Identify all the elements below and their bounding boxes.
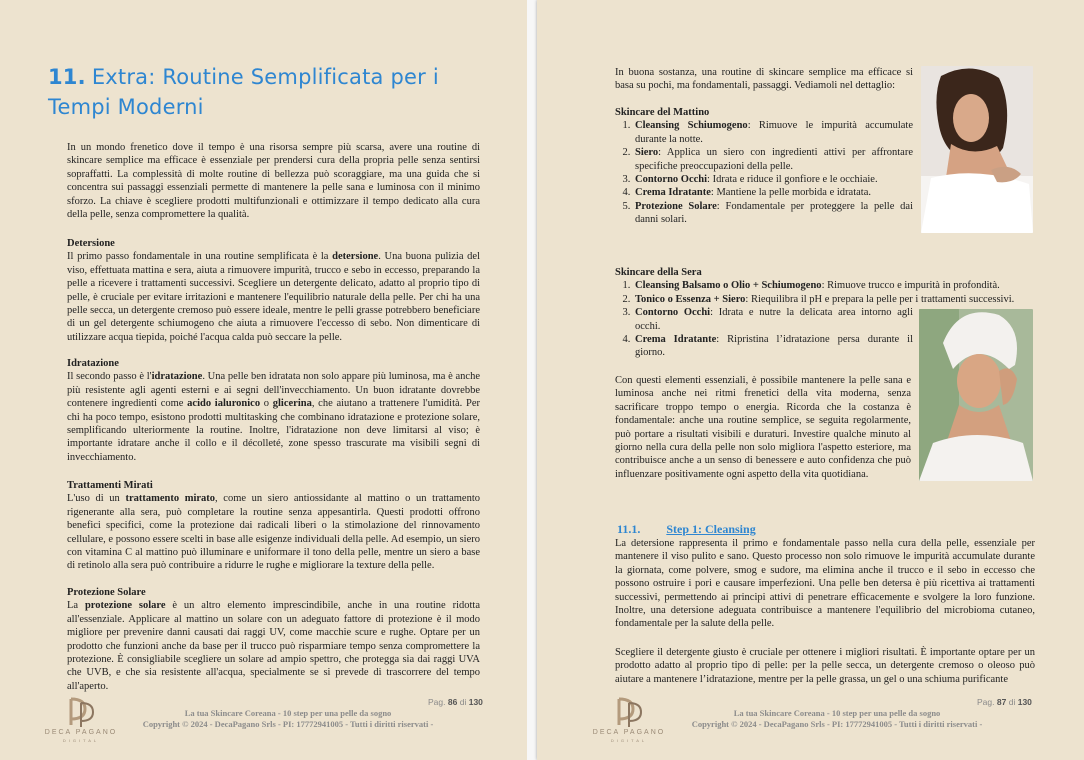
page-number: Pag. 86 di 130: [428, 697, 483, 707]
page-number: Pag. 87 di 130: [977, 697, 1032, 707]
morning-routine: [615, 106, 913, 227]
morning-heading: Skincare del Mattino: [615, 107, 710, 118]
section-trattamenti: [67, 479, 480, 573]
morning-steps-list: [615, 119, 913, 226]
page-gutter: [527, 0, 537, 760]
woman-photo-morning: [921, 66, 1033, 233]
section-body: Il secondo passo è l'idratazione. Una pelle ben idratata non solo appare più luminosa, ma è anche più resistente agli agenti esterni e ai segni dell'invecchiamento. Un buon idratante dovrebbe contenere ingredienti come acido ialuronico o glicerina, che aiutano a trattenere l'umidità. Per chi ha poco tempo, esistono prodotti multitasking che combinano idratazione e protezione solare, semplificando ulteriormente la routine. Inoltre, l'idratazione non deve limitarsi al viso; è importante idratare anche il collo e il décolleté, zone spesso trascurate ma visibili segni di invecchiamento.: [67, 371, 481, 463]
logo-brand-text: DECA PAGANO: [592, 729, 666, 736]
footer-line-1: La tua Skincare Coreana - 10 step per una pelle da sogno: [733, 708, 941, 718]
section-body: La protezione solare è un altro elemento imprescindibile, anche in una routine ridotta all'essenziale. Applicare al mattino un solare con un adeguato fattore di protezione è il modo migliore per prevenire danni causati dai raggi UV, come macchie scure e rughe. Optare per un prodotto che funzioni anche da base per il trucco può risparmiare tempo senza compromettere la protezione. È consigliabile scegliere un solare ad ampio spettro, che protegga sia dai raggi UVA che UVB, e che sia resistente all'acqua, specialmente se si prevede di trascorrere del tempo all'aperto.: [67, 600, 480, 692]
section-paragraph-2: Scegliere il detergente giusto è cruciale per ottenere i migliori risultati. È importante optare per un prodotto adatto al proprio tipo di pelle: per la pelle secca, un detergente cremoso o oleoso può aiutare a mantenere l’idratazione, mentre per la pelle grassa, un gel o una schiuma purificante: [615, 647, 1035, 685]
logo-sub-text: DIGITAL: [62, 738, 100, 743]
section-body: L'uso di un trattamento mirato, come un siero antiossidante al mattino o un trattamento rigenerante alla sera, può completare la routine senza appesantirla. Questi prodotti offrono benefici specifici, come la protezione dai radicali liberi o la stimolazione del rinnovamento cellulare, e possono essere scelti in base alle esigenze individuali della pelle. Ad esempio, un siero con vitamina C al mattino può illuminare e uniformare il tono della pelle, mentre un siero a base di retinolo alla sera può contribuire a ridurre le rughe e migliorare la texture della pelle.: [67, 493, 480, 572]
list-item: 2. Siero: Applica un siero con ingredienti attivi per affrontare specifiche preoccupazioni della pelle.: [633, 146, 913, 173]
logo-sub-text: DIGITAL: [610, 738, 648, 743]
list-item: 1. Cleansing Balsamo o Olio + Schiumogeno: Rimuove trucco e impurità in profondità.: [633, 279, 1035, 292]
chapter-number: 11.: [48, 65, 86, 89]
footer-line-1: La tua Skincare Coreana - 10 step per una pelle da sogno: [184, 708, 392, 718]
section-title[interactable]: [617, 522, 756, 537]
footer-line-2: Copyright © 2024 - DecaPagano Srls - PI: 17772941005 - Tutti i diritti riservati -: [142, 718, 434, 729]
section-protezione: [67, 586, 480, 693]
list-item: 3. Contorno Occhi: Idrata e riduce il gonfiore e le occhiaie.: [633, 173, 913, 186]
logo-brand-text: DECA PAGANO: [44, 729, 118, 736]
intro-paragraph: In un mondo frenetico dove il tempo è una risorsa sempre più scarsa, avere una routine di skincare semplice ma efficace è essenziale per prendersi cura della propria pelle senza sentirsi sopraffatti. La complessità di molte routine di bellezza può scoraggiare, ma una guida che si concentra sui passaggi essenziali permette di mantenere la pelle sana e luminosa con il minimo sforzo. La chiave è scegliere prodotti multifunzionali e ottimizzare il tempo dedicato alla cura della pelle, senza compromettere la qualità.: [67, 142, 480, 221]
section-paragraph-1: La detersione rappresenta il primo e fondamentale passo nella cura della pelle, essenziale per mantenere il viso pulito e sano. Questo processo non solo rimuove le impurità accumulate durante la giornata, come polvere, smog e sudore, ma elimina anche il trucco e il sebo in eccesso che possono ostruire i pori e causare imperfezioni. Una pelle ben detersa è più ricettiva ai trattamenti successivi, permettendo ai principi attivi di penetrare efficacemente e svolgere la loro funzione. Inoltre, una detersione adeguata contribuisce a mantenere l'equilibrio del microbioma cutaneo, fondamentale per la salute della pelle.: [615, 538, 1035, 630]
page-right: [537, 0, 1084, 760]
section-number: 11.1.: [617, 522, 641, 536]
closing-paragraph: Con questi elementi essenziali, è possibile mantenere la pelle sana e luminosa anche nei ritmi frenetici della vita moderna, senza sacrificare troppo tempo o energia. Ricorda che la costanza è fondamentale: anche una routine semplice, se seguita regolarmente, può portare a risultati visibili e duraturi. Investire qualche minuto al giorno nella cura della pelle non solo migliora l'aspetto esteriore, ma contribuisce anche a un senso di benessere e auto confidenza che può influenzare positivamente ogni aspetto della vita quotidiana.: [615, 375, 911, 480]
list-item: 1. Cleansing Schiumogeno: Rimuove le impurità accumulate durante la notte.: [633, 119, 913, 146]
woman-photo-towel: [919, 309, 1033, 481]
list-item: 4. Crema Idratante: Mantiene la pelle morbida e idratata.: [633, 186, 913, 199]
section-detersione: [67, 237, 480, 344]
section-heading: Trattamenti Mirati: [67, 480, 153, 491]
chapter-title-text: Extra: Routine Semplificata per i Tempi Moderni: [48, 65, 439, 119]
section-title-link[interactable]: Step 1: Cleansing: [666, 522, 756, 536]
footer-text: [88, 708, 488, 729]
footer-text: [637, 708, 1037, 729]
section-heading: Protezione Solare: [67, 587, 146, 598]
list-item: 4. Crema Idratante: Ripristina l’idratazione persa durante il giorno.: [633, 333, 913, 360]
chapter-title: [48, 62, 488, 122]
section-heading: Detersione: [67, 238, 115, 249]
list-item: 5. Protezione Solare: Fondamentale per proteggere la pelle dai danni solari.: [633, 200, 913, 227]
evening-heading: Skincare della Sera: [615, 267, 702, 278]
footer-line-2: Copyright © 2024 - DecaPagano Srls - PI: 17772941005 - Tutti i diritti riservati -: [691, 718, 983, 729]
page-left: [0, 0, 527, 760]
list-item: 3. Contorno Occhi: Idrata e nutre la delicata area intorno agli occhi.: [633, 306, 913, 333]
right-intro: In buona sostanza, una routine di skincare semplice ma efficace si basa su pochi, ma fondamentali, passaggi. Vediamoli nel dettaglio:: [615, 67, 913, 92]
section-heading: Idratazione: [67, 358, 119, 369]
list-item: 2. Tonico o Essenza + Siero: Riequilibra il pH e prepara la pelle per i trattamenti successivi.: [633, 293, 1035, 306]
section-idratazione: [67, 357, 480, 464]
section-body: Il primo passo fondamentale in una routine semplificata è la detersione. Una buona pulizia del viso, effettuata mattina e sera, aiuta a rimuovere impurità, trucco e sebo in eccesso, preparando la pelle a ricevere i trattamenti successivi. Scegliere un detergente delicato, adatto al proprio tipo di pelle, è cruciale per evitare irritazioni e mantenere l'equilibrio naturale della pelle. Per chi ha una pelle secca, un detergente cremoso può essere ideale, mentre le pelli grasse potrebbero beneficiare di un gel detergente schiumogeno che aiuta a rimuovere l'eccesso di sebo. Non dimenticare di utilizzare acqua tiepida, poiché l'acqua calda può seccare la pelle.: [67, 251, 480, 343]
